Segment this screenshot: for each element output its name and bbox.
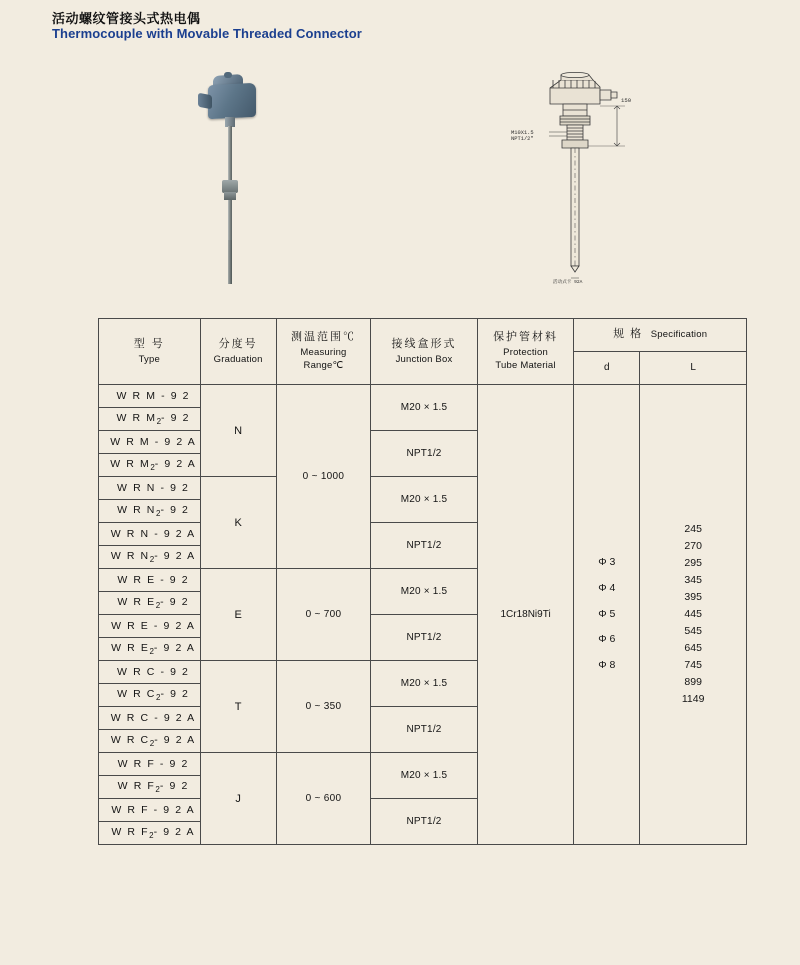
table-header-row	[99, 319, 747, 352]
type-value: W R $E_2-$ 9 2 A	[99, 638, 201, 661]
type-value: W R $C_2-$ 9 2	[99, 684, 201, 707]
range-value: 0 ~ 700	[276, 569, 370, 661]
type-value: W R $F_2-$ 9 2 A	[99, 822, 201, 845]
protection-tube-material-value: 1Cr18Ni9Ti	[477, 385, 573, 845]
type-value: W R $C_2-$ 9 2 A	[99, 730, 201, 753]
dimension-150: 150	[621, 97, 632, 104]
type-value: W R N - 9 2 A	[99, 523, 201, 546]
junction-box-value: NPT1/2	[371, 523, 478, 569]
graduation-value: N	[200, 385, 276, 477]
type-value: W R $N_2-$ 9 2 A	[99, 546, 201, 569]
junction-box-value: NPT1/2	[371, 799, 478, 845]
page-title-english: Thermocouple with Movable Threaded Connector	[52, 26, 362, 41]
range-value: 0 ~ 1000	[276, 385, 370, 569]
header-type: 型 号 Type	[99, 319, 201, 385]
header-protection-tube-material: 保护管材料 Protection Tube Material	[477, 319, 573, 385]
junction-box-value: M20 × 1.5	[371, 753, 478, 799]
type-value: W R F - 9 2	[99, 753, 201, 776]
junction-box-cable-entry	[198, 93, 212, 109]
range-value: 0 ~ 600	[276, 753, 370, 845]
type-value: W R N - 9 2	[99, 477, 201, 500]
specification-table	[98, 318, 747, 845]
type-value: W R E - 9 2 A	[99, 615, 201, 638]
length-list: 245 270 295 345 395 445 545 645 745 899 1149	[640, 385, 747, 845]
table-body	[99, 385, 747, 845]
junction-box-value: M20 × 1.5	[371, 569, 478, 615]
probe-tip	[228, 240, 232, 284]
graduation-value: K	[200, 477, 276, 569]
header-spec-l: L	[640, 352, 747, 385]
table-row	[99, 385, 747, 408]
table-header	[99, 319, 747, 385]
graduation-value: T	[200, 661, 276, 753]
junction-box-value: NPT1/2	[371, 707, 478, 753]
technical-drawing	[505, 70, 675, 285]
type-value: W R $E_2-$ 9 2	[99, 592, 201, 615]
header-measuring-range: 测温范围℃ Measuring Range℃	[276, 319, 370, 385]
header-spec-d: d	[574, 352, 640, 385]
drawing-caption: 活动式卡 92A	[553, 280, 583, 285]
header-specification: 规 格 Specification	[574, 319, 747, 352]
specification-table-wrapper	[98, 318, 747, 845]
graduation-value: E	[200, 569, 276, 661]
junction-box-value: NPT1/2	[371, 615, 478, 661]
page-title-chinese: 活动螺纹管接头式热电偶	[52, 11, 201, 26]
type-value: W R M - 9 2	[99, 385, 201, 408]
header-junction-box: 接线盒形式 Junction Box	[371, 319, 478, 385]
diameter-list: Φ 3 Φ 4 Φ 5 Φ 6 Φ 8	[574, 385, 640, 845]
junction-box-body	[208, 83, 256, 120]
type-value: W R $M_2-$ 9 2	[99, 408, 201, 431]
product-photo	[190, 72, 310, 287]
range-value: 0 ~ 350	[276, 661, 370, 753]
type-value: W R $N_2-$ 9 2	[99, 500, 201, 523]
thread-label-npt: NPT1/2"	[511, 136, 534, 142]
thread-label-m10: M10X1.5	[511, 130, 534, 136]
type-value: W R $M_2-$ 9 2 A	[99, 454, 201, 477]
type-value: W R F - 9 2 A	[99, 799, 201, 822]
type-value: W R C - 9 2	[99, 661, 201, 684]
junction-box-knob	[224, 72, 232, 78]
type-value: W R E - 9 2	[99, 569, 201, 592]
graduation-value: J	[200, 753, 276, 845]
junction-box-value: M20 × 1.5	[371, 477, 478, 523]
type-value: W R C - 9 2 A	[99, 707, 201, 730]
type-value: W R $F_2-$ 9 2	[99, 776, 201, 799]
junction-box-value: M20 × 1.5	[371, 661, 478, 707]
header-graduation: 分度号 Graduation	[200, 319, 276, 385]
threaded-connector-collar	[224, 192, 236, 200]
junction-box-value: M20 × 1.5	[371, 385, 478, 431]
junction-box-value: NPT1/2	[371, 431, 478, 477]
type-value: W R M - 9 2 A	[99, 431, 201, 454]
